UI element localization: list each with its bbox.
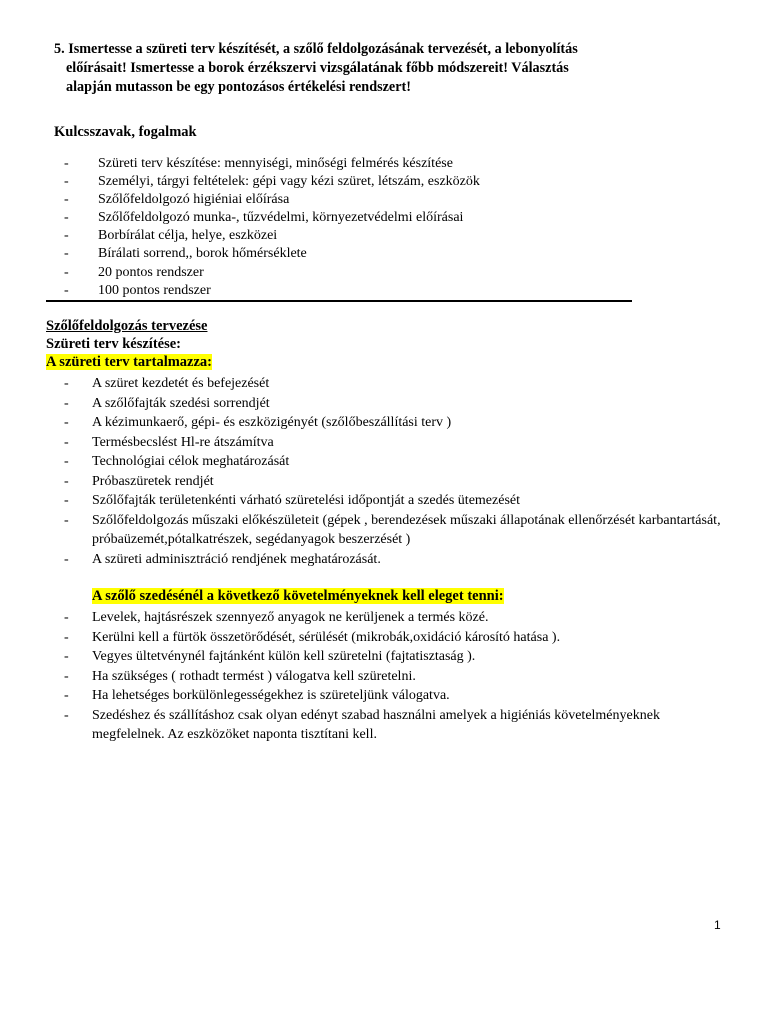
- keywords-title: Kulcsszavak, fogalmak: [54, 124, 197, 140]
- list-item: - A szőlőfajták szedési sorrendjét: [64, 395, 270, 411]
- list-item: - Bírálati sorrend,, borok hőmérséklete: [64, 246, 307, 262]
- list-item: - Személyi, tárgyi feltételek: gépi vagy kézi szüret, létszám, eszközök: [64, 174, 480, 190]
- question-line-2: előírásait! Ismertesse a borok érzékszervi vizsgálatának főbb módszereit! Választás: [66, 60, 569, 76]
- page-number: 1: [714, 918, 721, 932]
- list-item: - Vegyes ültetvénynél fajtánként külön kell szüretelni (fajtatisztaság ).: [64, 649, 476, 664]
- harvesting-requirements-list: [64, 608, 732, 745]
- list-item: - Szüreti terv készítése: mennyiségi, minőségi felmérés készítése: [64, 156, 453, 171]
- section-title: Szőlőfeldolgozás tervezése: [46, 318, 208, 334]
- list-item: - Szőlőfeldolgozó higiéniai előírása: [64, 192, 290, 208]
- question-number: 5.: [54, 41, 65, 57]
- list-item: - Szőlőfajták területenkénti várható szüretelési időpontját a szedés ütemezését: [64, 493, 520, 508]
- list-item: - A szüreti adminisztráció rendjének meghatározását.: [64, 551, 381, 567]
- list-item: - Termésbecslést Hl-re átszámítva: [64, 434, 274, 450]
- question-line-1: 5. Ismertesse a szüreti terv készítését, a szőlő feldolgozásának tervezését, a lebonyolítás: [54, 41, 578, 57]
- highlighted-heading-1: A szüreti terv tartalmazza:: [46, 354, 213, 370]
- list-item: - A szüret kezdetét és befejezését: [64, 376, 270, 391]
- harvest-plan-list: [64, 374, 732, 569]
- keywords-list: [64, 155, 480, 300]
- list-item: - Ha szükséges ( rothadt termést ) válogatva kell szüretelni.: [64, 668, 416, 684]
- list-item: - Technológiai célok meghatározását: [64, 454, 290, 469]
- list-item: - Borbírálat célja, helye, eszközei: [64, 228, 278, 244]
- list-item: - Ha lehetséges borkülönlegességekhez is szüreteljünk válogatva.: [64, 688, 450, 703]
- list-item: - Szedéshez és szállításhoz csak olyan edényt szabad használni amelyek a higiéniás követelményeknek megfelelnek. Az eszközöket naponta tisztítani kell.: [64, 707, 660, 742]
- list-item: - Levelek, hajtásrészek szennyező anyagok ne kerüljenek a termés közé.: [64, 610, 489, 625]
- highlighted-heading-2: A szőlő szedésénél a következő követelményeknek kell eleget tenni:: [92, 588, 504, 604]
- list-item: - A kézimunkaerő, gépi- és eszközigényét (szőlőbeszállítási terv ): [64, 415, 452, 430]
- list-item: - Próbaszüretek rendjét: [64, 473, 214, 489]
- list-item: - Szőlőfeldolgozás műszaki előkészületeit (gépek , berendezések műszaki állapotának ellenőrzését karbantartását, próbaüzemét,pótalkatrészek, segédanyagok beszerzését ): [64, 512, 721, 547]
- list-item: - 20 pontos rendszer: [64, 264, 204, 280]
- question-line-3: alapján mutasson be egy pontozásos értékelési rendszert!: [66, 79, 411, 95]
- list-item: - 100 pontos rendszer: [64, 282, 211, 298]
- list-item: - Szőlőfeldolgozó munka-, tűzvédelmi, környezetvédelmi előírásai: [64, 210, 464, 226]
- section-subtitle: Szüreti terv készítése:: [46, 336, 182, 352]
- list-item: - Kerülni kell a fürtök összetörődését, sérülését (mikrobák,oxidáció károsító hatása ).: [64, 629, 561, 645]
- exam-question: [54, 40, 694, 97]
- horizontal-divider: [46, 300, 632, 302]
